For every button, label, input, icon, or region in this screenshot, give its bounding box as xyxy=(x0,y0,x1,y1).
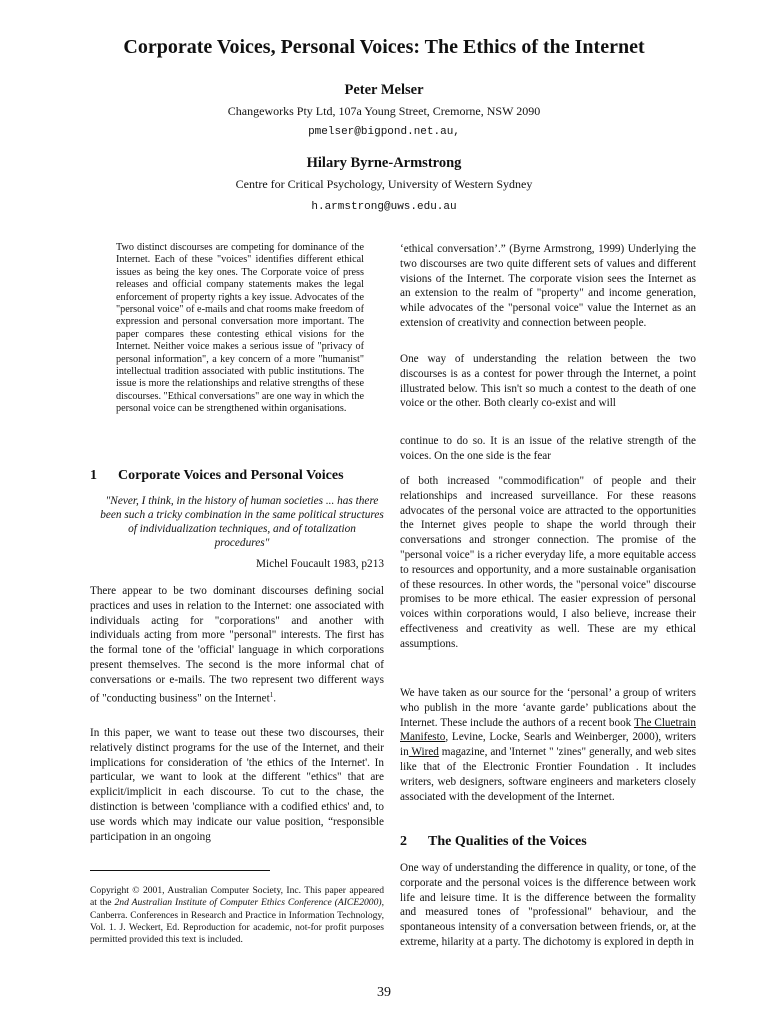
section-1-para-1-text: There appear to be two dominant discourses defining social practices and uses in relation to the Internet: one associated with individuals acting for "corporations" and another with individuals acting from more "personal" interests. The first has the formal tone of the 'official' language in which corporations present themselves. The second is the more informal chat of conversations or e-mails. The two represent two different ways of "conducting business" on the Internet xyxy=(90,585,384,705)
footnote-text-after: , Canberra. Conferences in Research and Practice in Information Technology, Vol. 1. J. Weckert, Ed. Reproduction for academic, not-for profit purposes permitted provided this text is included. xyxy=(90,897,384,946)
section-1-heading xyxy=(90,468,344,484)
wired-magazine-link[interactable]: Wired xyxy=(408,746,439,759)
para-5-text-c: magazine, and 'Internet " 'zines" generally, and web sites like that of the Electronic Frontier Foundation . It includes writers, web designers, software engineers and marketers closely associated with the development of the Internet. xyxy=(400,746,696,803)
conference-name: 2nd Australian Institute of Computer Ethics Conference (AICE2000) xyxy=(114,897,382,909)
section-2-heading xyxy=(400,834,587,850)
section-1-number: 1 xyxy=(90,468,97,483)
section-2-number: 2 xyxy=(400,834,407,849)
abstract: Two distinct discourses are competing for dominance of the Internet. Each of these "voices" identifies different ethical issues as being the key ones. The Corporate voice of press releases and official company statements makes the legal enforcement of property rights a key issue. Advocates of the "personal voice" of e-mails and chat rooms make freedom of expression and personal conversation more important. The paper compares these contesting ethical visions for the Internet. Neither voice makes a serious issue of "privacy of personal information", a key concern of a more "humanist" intellectual tradition associated with public institutions. The issue is more the relationships and relative strengths of these discourses. "Ethical conversations" are one way in which the personal voice can be strengthened within organisations. xyxy=(116,242,364,415)
para-5-text-a: We have taken as our source for the ‘personal’ a group of writers who publish in the more ‘avante garde’ publications about the Internet. These include the authors of a recent book xyxy=(400,687,696,729)
section-1-para-1-end: . xyxy=(273,692,277,705)
footnote-divider xyxy=(90,870,270,871)
author-name-1: Peter Melser xyxy=(344,82,424,98)
epigraph-source: Michel Foucault 1983, p213 xyxy=(255,558,384,570)
footnote-text-before: Copyright © 2001, Australian Computer Society, Inc. This paper appeared at the xyxy=(90,885,384,909)
author-email-2[interactable]: h.armstrong@uws.edu.au xyxy=(311,201,457,213)
section-1-paragraph-2: In this paper, we want to tease out these two discourses, their relatively distinct programs for the use of the Internet, and their implications for consideration of 'the ethics of the Internet'. In particular, we want to look at the different "ethics" that are explicit/implicit in each discourse. To cut to the chase, the distinction is between 'compliance with a codified ethics' and, to use words which may indicate our value position, “responsible participation in an ongoing xyxy=(90,727,384,843)
author-email-1[interactable]: pmelser@bigpond.net.au, xyxy=(308,126,460,138)
right-paragraph-3: continue to do so. It is an issue of the relative strength of the voices. On the one side is the fear xyxy=(400,435,696,462)
section-1-paragraph-1 xyxy=(90,584,384,706)
section-2-paragraph-1: One way of understanding the difference in quality, or tone, of the corporate and the personal voices is the difference between work life and leisure time. It is the difference between the formality and measured tones of "professional" behaviour, and the spontaneous intensity of a conversation between friends, or, at the extreme, hilarity at a party. The dichotomy is explored in depth in xyxy=(400,862,696,948)
book-title-link[interactable]: The Cluetrain Manifesto xyxy=(400,716,696,744)
section-1-title: Corporate Voices and Personal Voices xyxy=(118,468,344,483)
copyright-footnote xyxy=(90,885,384,946)
para-5-text-b: , Levine, Locke, Searls and Weinberger, 2000), writers in xyxy=(400,731,696,759)
footnote-marker[interactable]: 1 xyxy=(269,690,274,699)
epigraph-quote: "Never, I think, in the history of human societies ... has there been such a tricky combination in the same political structures of individualization techniques, and of totalization procedures" xyxy=(100,495,384,549)
right-paragraph-4: of both increased "commodification" of people and their relationships and increased surveillance. For these reasons advocates of the personal voice are attracted to the opportunities the Internet gives people to shape the world through their conversations and stronger connection. The promise of the "personal voice" is a richer everyday life, a more equitable access to resources and opportunity, and a more sustainable organisation of these resources. In other words, the "personal voice" discourse promises to be more ethical. The easier expression of personal voices within corporations would, I also believe, increase their effectiveness and creativity as well. These are my ethical assumptions. xyxy=(400,475,696,650)
page-number: 39 xyxy=(377,985,391,1000)
author-affiliation-1: Changeworks Pty Ltd, 107a Young Street, Cremorne, NSW 2090 xyxy=(227,104,541,118)
author-affiliation-2: Centre for Critical Psychology, University of Western Sydney xyxy=(235,177,533,191)
section-2-title: The Qualities of the Voices xyxy=(428,834,587,849)
right-paragraph-2: One way of understanding the relation between the two discourses is as a contest for power through the Internet, a point illustrated below. This isn't so much a contest to the death of one voice or the other. Both clearly co-exist and will xyxy=(400,353,696,410)
paper-title: Corporate Voices, Personal Voices: The Ethics of the Internet xyxy=(123,36,645,58)
author-name-2: Hilary Byrne-Armstrong xyxy=(306,155,462,171)
right-paragraph-1: ‘ethical conversation’.” (Byrne Armstrong, 1999) Underlying the two discourses are two quite different sets of values and different visions of the Internet. The corporate vision sees the Internet as an extension to the realm of "property" and income generation, while advocates of the "personal voice" value the Internet as an extension of creativity and connection between people. xyxy=(400,243,696,329)
right-paragraph-5 xyxy=(400,686,696,804)
